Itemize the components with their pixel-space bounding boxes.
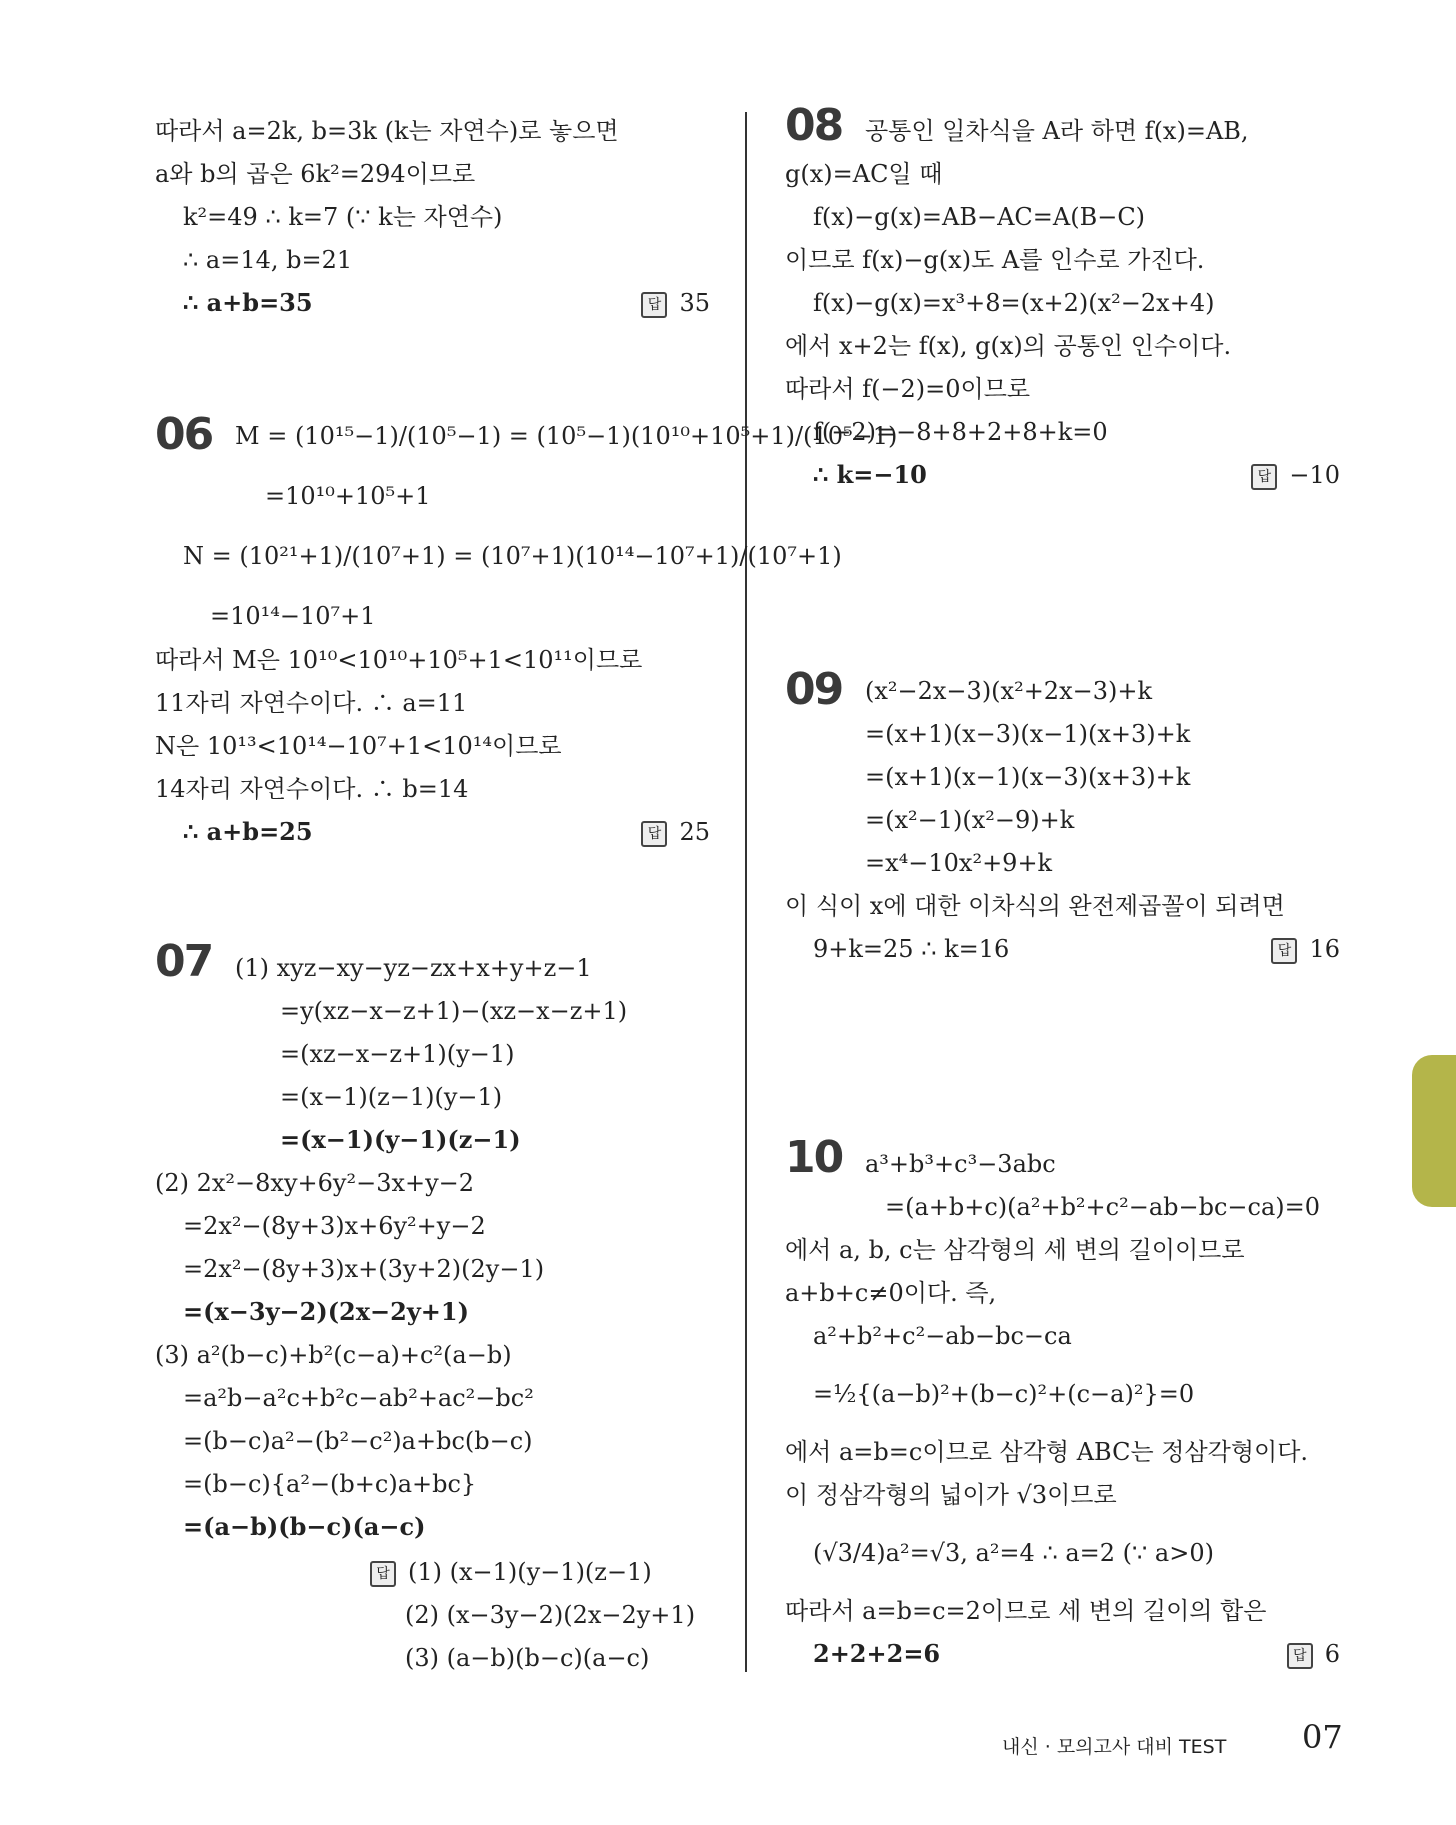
- footer-label: 내신 · 모의고사 대비 TEST: [1002, 1736, 1227, 1758]
- p07-answer-1: [370, 1556, 652, 1588]
- p08-line-6: 에서 x+2는 f(x), g(x)의 공통인 인수이다.: [785, 332, 1232, 360]
- page-number: 07: [1302, 1718, 1343, 1756]
- answer-mark-icon: 답: [641, 821, 667, 847]
- p10-line-7: 에서 a=b=c이므로 삼각형 ABC는 정삼각형이다.: [785, 1438, 1309, 1466]
- p09-line-4: =(x²−1)(x²−9)+k: [865, 806, 1075, 834]
- p05-line-1: 따라서 a=2k, b=3k (k는 자연수)로 놓으면: [155, 117, 619, 145]
- p08-line-8: f(−2)=−8+8+2+8+k=0: [813, 418, 1108, 446]
- answer-mark-icon: 답: [1271, 938, 1297, 964]
- p09-line-1: (x²−2x−3)(x²+2x−3)+k: [865, 677, 1153, 705]
- p05-line-3: k²=49 ∴ k=7 (∵ k는 자연수): [183, 203, 503, 231]
- p07-answer-value-1: (1) (x−1)(y−1)(z−1): [408, 1558, 652, 1586]
- p08-line-3: f(x)−g(x)=AB−AC=A(B−C): [813, 203, 1146, 231]
- p06-line-7: N은 10¹³<10¹⁴−10⁷+1<10¹⁴이므로: [155, 732, 562, 760]
- p07-line-5: =(x−1)(y−1)(z−1): [280, 1125, 521, 1154]
- problem-number-07: 07: [155, 936, 213, 987]
- p09-answer: [1271, 933, 1340, 965]
- p07-line-3: =(xz−x−z+1)(y−1): [280, 1040, 515, 1068]
- p06-line-6: 11자리 자연수이다. ∴ a=11: [155, 689, 468, 717]
- answer-mark-icon: 답: [1287, 1643, 1313, 1669]
- p06-line-1: M = (10¹⁵−1)/(10⁵−1) = (10⁵−1)(10¹⁰+10⁵+1)/(10⁵−1): [235, 422, 898, 450]
- problem-number-10: 10: [785, 1132, 843, 1183]
- p07-line-8: =2x²−(8y+3)x+(3y+2)(2y−1): [183, 1255, 545, 1283]
- column-divider: [745, 112, 747, 1672]
- p10-answer-value: 6: [1324, 1640, 1340, 1668]
- p05-answer-value: 35: [679, 289, 710, 317]
- p09-line-7: 9+k=25 ∴ k=16: [813, 935, 1010, 963]
- p07-line-4: =(x−1)(z−1)(y−1): [280, 1083, 503, 1111]
- p07-line-13: =(b−c){a²−(b+c)a+bc}: [183, 1470, 477, 1498]
- p06-line-4: =10¹⁴−10⁷+1: [210, 602, 376, 630]
- p07-answer-2: (2) (x−3y−2)(2x−2y+1): [405, 1601, 696, 1629]
- p05-line-2: a와 b의 곱은 6k²=294이므로: [155, 160, 476, 188]
- p08-answer-value: −10: [1289, 461, 1340, 489]
- problem-number-06: 06: [155, 409, 213, 460]
- answer-mark-icon: 답: [1251, 464, 1277, 490]
- p08-line-1: 공통인 일차식을 A라 하면 f(x)=AB,: [865, 117, 1249, 145]
- p10-line-6: =½{(a−b)²+(b−c)²+(c−a)²}=0: [813, 1380, 1195, 1408]
- p07-line-1: (1) xyz−xy−yz−zx+x+y+z−1: [235, 954, 592, 982]
- p10-line-10: 따라서 a=b=c=2이므로 세 변의 길이의 합은: [785, 1597, 1267, 1625]
- p09-line-6: 이 식이 x에 대한 이차식의 완전제곱꼴이 되려면: [785, 892, 1285, 920]
- p06-line-5: 따라서 M은 10¹⁰<10¹⁰+10⁵+1<10¹¹이므로: [155, 646, 643, 674]
- p10-line-5: a²+b²+c²−ab−bc−ca: [813, 1322, 1072, 1350]
- p05-line-4: ∴ a=14, b=21: [183, 246, 353, 274]
- p06-line-2: =10¹⁰+10⁵+1: [265, 482, 431, 510]
- p06-answer: [641, 816, 710, 848]
- p07-line-7: =2x²−(8y+3)x+6y²+y−2: [183, 1212, 486, 1240]
- problem-number-08: 08: [785, 100, 843, 151]
- answer-mark-icon: 답: [641, 292, 667, 318]
- chapter-tab: [1412, 1055, 1456, 1207]
- p06-line-8: 14자리 자연수이다. ∴ b=14: [155, 775, 469, 803]
- p09-line-5: =x⁴−10x²+9+k: [865, 849, 1053, 877]
- p07-line-12: =(b−c)a²−(b²−c²)a+bc(b−c): [183, 1427, 533, 1455]
- p06-answer-value: 25: [679, 818, 710, 846]
- p08-line-2: g(x)=AC일 때: [785, 160, 943, 188]
- p07-line-10: (3) a²(b−c)+b²(c−a)+c²(a−b): [155, 1341, 512, 1369]
- p10-line-2: =(a+b+c)(a²+b²+c²−ab−bc−ca)=0: [885, 1193, 1321, 1221]
- p06-line-3: N = (10²¹+1)/(10⁷+1) = (10⁷+1)(10¹⁴−10⁷+1)/(10⁷+1): [183, 542, 842, 570]
- p10-line-1: a³+b³+c³−3abc: [865, 1150, 1056, 1178]
- p08-line-5: f(x)−g(x)=x³+8=(x+2)(x²−2x+4): [813, 289, 1215, 317]
- p07-line-9: =(x−3y−2)(2x−2y+1): [183, 1297, 469, 1326]
- answer-mark-icon: 답: [370, 1561, 396, 1587]
- p08-line-4: 이므로 f(x)−g(x)도 A를 인수로 가진다.: [785, 246, 1205, 274]
- p10-line-3: 에서 a, b, c는 삼각형의 세 변의 길이이므로: [785, 1236, 1245, 1264]
- p09-line-3: =(x+1)(x−1)(x−3)(x+3)+k: [865, 763, 1191, 791]
- p10-line-8: 이 정삼각형의 넓이가 √3이므로: [785, 1481, 1117, 1509]
- p07-line-14: =(a−b)(b−c)(a−c): [183, 1512, 426, 1541]
- problem-number-09: 09: [785, 664, 843, 715]
- p10-line-4: a+b+c≠0이다. 즉,: [785, 1279, 997, 1307]
- p08-line-7: 따라서 f(−2)=0이므로: [785, 375, 1031, 403]
- p10-line-9: (√3/4)a²=√3, a²=4 ∴ a=2 (∵ a>0): [813, 1539, 1214, 1567]
- p10-line-11: 2+2+2=6: [813, 1639, 941, 1668]
- p07-line-11: =a²b−a²c+b²c−ab²+ac²−bc²: [183, 1384, 534, 1412]
- p07-line-2: =y(xz−x−z+1)−(xz−x−z+1): [280, 997, 628, 1025]
- p05-line-5: ∴ a+b=35: [183, 288, 313, 317]
- p07-line-6: (2) 2x²−8xy+6y²−3x+y−2: [155, 1169, 475, 1197]
- p10-answer: [1287, 1638, 1340, 1670]
- p05-answer: [641, 287, 710, 319]
- p09-answer-value: 16: [1309, 935, 1340, 963]
- p09-line-2: =(x+1)(x−3)(x−1)(x+3)+k: [865, 720, 1191, 748]
- p08-line-9: ∴ k=−10: [813, 460, 927, 489]
- p08-answer: [1251, 459, 1340, 491]
- p07-answer-3: (3) (a−b)(b−c)(a−c): [405, 1644, 650, 1672]
- p06-line-9: ∴ a+b=25: [183, 817, 313, 846]
